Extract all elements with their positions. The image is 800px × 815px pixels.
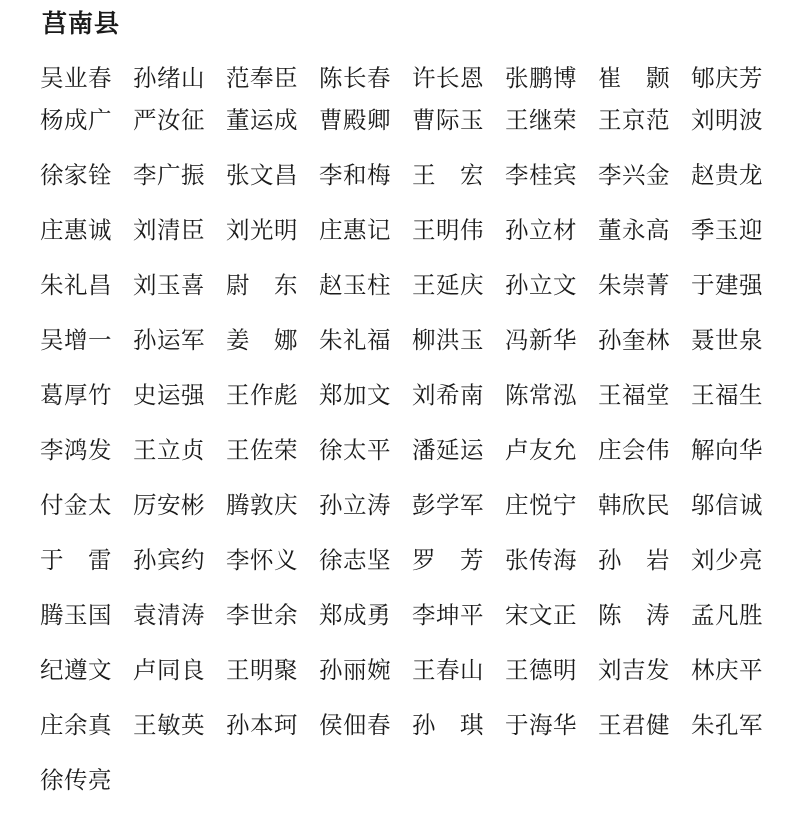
person-name: 彭学军 (412, 491, 484, 519)
person-name: 姜 娜 (226, 326, 298, 354)
person-name: 邬信诚 (691, 491, 763, 519)
person-name: 韩欣民 (598, 491, 670, 519)
person-name: 孙 岩 (598, 546, 670, 574)
person-name: 刘清臣 (133, 216, 205, 244)
person-name: 孙运军 (133, 326, 205, 354)
person-name: 李坤平 (412, 601, 484, 629)
person-name: 史运强 (133, 381, 205, 409)
person-name: 于海华 (505, 711, 577, 739)
person-name: 朱礼昌 (40, 271, 112, 299)
person-name: 王德明 (505, 656, 577, 684)
person-name: 柳洪玉 (412, 326, 484, 354)
person-name: 尉 东 (226, 271, 298, 299)
person-name: 王春山 (412, 656, 484, 684)
person-name: 王延庆 (412, 271, 484, 299)
person-name: 腾玉国 (40, 601, 112, 629)
person-name: 侯佃春 (319, 711, 391, 739)
person-name: 张传海 (505, 546, 577, 574)
person-name: 张文昌 (226, 161, 298, 189)
person-name: 孙立涛 (319, 491, 391, 519)
person-name: 孙丽婉 (319, 656, 391, 684)
person-name: 季玉迎 (691, 216, 763, 244)
person-name: 孙绪山 (133, 64, 205, 92)
person-name: 张鹏博 (505, 64, 577, 92)
name-row (40, 705, 800, 760)
person-name: 朱崇菁 (598, 271, 670, 299)
name-row (40, 595, 800, 650)
person-name: 葛厚竹 (40, 381, 112, 409)
person-name: 王立贞 (133, 436, 205, 464)
person-name: 孙立文 (505, 271, 577, 299)
person-name: 范奉臣 (226, 64, 298, 92)
person-name: 付金太 (40, 491, 112, 519)
person-name: 李桂宾 (505, 161, 577, 189)
name-row (40, 155, 800, 210)
person-name: 郑成勇 (319, 601, 391, 629)
person-name: 崔 颢 (598, 64, 670, 92)
person-name: 庄惠诚 (40, 216, 112, 244)
person-name: 陈常泓 (505, 381, 577, 409)
name-row (40, 485, 800, 540)
person-name: 王福生 (691, 381, 763, 409)
person-name: 罗 芳 (412, 546, 484, 574)
person-name: 于建强 (691, 271, 763, 299)
person-name: 许长恩 (412, 64, 484, 92)
person-name: 孙宾约 (133, 546, 205, 574)
person-name: 庄余真 (40, 711, 112, 739)
name-row (40, 210, 800, 265)
county-heading: 莒南县 (42, 9, 121, 38)
person-name: 王明聚 (226, 656, 298, 684)
person-name: 王敏英 (133, 711, 205, 739)
person-name: 徐传亮 (40, 766, 112, 794)
person-name: 刘明波 (691, 106, 763, 134)
person-name: 卢同良 (133, 656, 205, 684)
person-name: 吴业春 (40, 64, 112, 92)
person-name: 孙奎林 (598, 326, 670, 354)
name-row (40, 58, 800, 100)
person-name: 徐家铨 (40, 161, 112, 189)
person-name: 李怀义 (226, 546, 298, 574)
person-name: 王 宏 (412, 161, 484, 189)
person-name: 陈 涛 (598, 601, 670, 629)
person-name: 王京范 (598, 106, 670, 134)
person-name: 腾敦庆 (226, 491, 298, 519)
person-name: 赵玉柱 (319, 271, 391, 299)
person-name: 刘吉发 (598, 656, 670, 684)
person-name: 杨成广 (40, 106, 112, 134)
person-name: 徐志坚 (319, 546, 391, 574)
person-name: 曹殿卿 (319, 106, 391, 134)
name-row (40, 430, 800, 485)
person-name: 陈长春 (319, 64, 391, 92)
person-name: 李和梅 (319, 161, 391, 189)
person-name: 刘玉喜 (133, 271, 205, 299)
name-grid (40, 58, 800, 815)
person-name: 纪遵文 (40, 656, 112, 684)
person-name: 李广振 (133, 161, 205, 189)
person-name: 郇庆芳 (691, 64, 763, 92)
person-name: 吴增一 (40, 326, 112, 354)
person-name: 王佐荣 (226, 436, 298, 464)
person-name: 冯新华 (505, 326, 577, 354)
person-name: 朱礼福 (319, 326, 391, 354)
name-row (40, 650, 800, 705)
person-name: 李鸿发 (40, 436, 112, 464)
person-name: 刘希南 (412, 381, 484, 409)
person-name: 卢友允 (505, 436, 577, 464)
person-name: 庄惠记 (319, 216, 391, 244)
person-name: 孙 琪 (412, 711, 484, 739)
person-name: 董运成 (226, 106, 298, 134)
person-name: 徐太平 (319, 436, 391, 464)
person-name: 袁清涛 (133, 601, 205, 629)
person-name: 郑加文 (319, 381, 391, 409)
person-name: 刘少亮 (691, 546, 763, 574)
person-name: 孙本珂 (226, 711, 298, 739)
person-name: 解向华 (691, 436, 763, 464)
name-row (40, 320, 800, 375)
name-row (40, 540, 800, 595)
person-name: 宋文正 (505, 601, 577, 629)
person-name: 于 雷 (40, 546, 112, 574)
person-name: 朱孔军 (691, 711, 763, 739)
person-name: 李世余 (226, 601, 298, 629)
person-name: 潘延运 (412, 436, 484, 464)
person-name: 孙立材 (505, 216, 577, 244)
person-name: 孟凡胜 (691, 601, 763, 629)
person-name: 李兴金 (598, 161, 670, 189)
person-name: 刘光明 (226, 216, 298, 244)
person-name: 曹际玉 (412, 106, 484, 134)
name-row (40, 100, 800, 155)
person-name: 王继荣 (505, 106, 577, 134)
person-name: 庄会伟 (598, 436, 670, 464)
name-row (40, 760, 800, 815)
name-row (40, 265, 800, 320)
person-name: 林庆平 (691, 656, 763, 684)
person-name: 王福堂 (598, 381, 670, 409)
person-name: 王作彪 (226, 381, 298, 409)
person-name: 王君健 (598, 711, 670, 739)
person-name: 聂世泉 (691, 326, 763, 354)
person-name: 王明伟 (412, 216, 484, 244)
person-name: 严汝征 (133, 106, 205, 134)
person-name: 赵贵龙 (691, 161, 763, 189)
person-name: 厉安彬 (133, 491, 205, 519)
name-row (40, 375, 800, 430)
person-name: 庄悦宁 (505, 491, 577, 519)
person-name: 董永高 (598, 216, 670, 244)
